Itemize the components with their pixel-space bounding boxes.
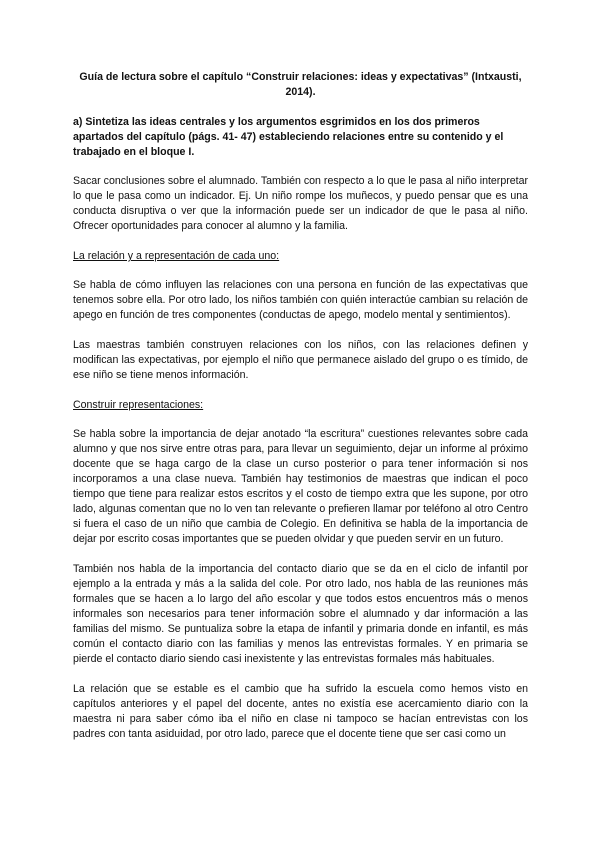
paragraph: Las maestras también construyen relaciones con los niños, con las relaciones definen y modifican las expectativas, por ejemplo el niño que permanece aislado del grupo o es tímido, de ese niño se tiene menos información. bbox=[73, 339, 528, 381]
paragraph: La relación que se estable es el cambio que ha sufrido la escuela como hemos visto en capítulos anteriores y el papel del docente, antes no existía ese acercamiento diario con la maestra ni para saber cómo iba el niño en clase ni tampoco se hacían entrevistas con los padres con tanta asiduidad, por otro lado, parece que el docente tiene que ser casi como un bbox=[73, 683, 528, 740]
intro-paragraph: Sacar conclusiones sobre el alumnado. También con respecto a lo que le pasa al niño interpretar lo que le pasa como un indicador. Ej. Un niño rompe los muñecos, y puedo pensar que es una conducta disruptiva o ver que la información puede ser un indicador de que le pasa al niño. Ofrecer oportunidades para conocer al alumno y la familia. bbox=[73, 175, 528, 232]
paragraph: Se habla de cómo influyen las relaciones con una persona en función de las expectativas que tenemos sobre ella. Por otro lado, los niños también con quién interactúe cambian su relación de apego en función de tres componentes (conductas de apego, modelo mental y sentimientos). bbox=[73, 279, 528, 321]
paragraph: Se habla sobre la importancia de dejar anotado “la escritura” cuestiones relevantes sobre cada alumno y que nos sirve entre otras para, para llevar un seguimiento, dejar un informe al próximo docente que se haga cargo de la clase un curso posterior o para tener información si nos incorporamos a una clase nueva. También hay testimonios de maestras que indican el poco tiempo que tiene para realizar estos escritos y el costo de tiempo extra que les supone, por otro lado, algunas comentan que no lo ven tan relevante o prefieren llamar por teléfono al otro Centro si fuera el caso de un niño que cambia de Colegio. En definitiva se habla de la importancia de dejar por escrito cosas importantes que se pueden olvidar y que pueden servir en un futuro. bbox=[73, 428, 528, 545]
section-heading-relacion: La relación y a representación de cada uno: bbox=[73, 250, 280, 262]
section-heading-representaciones: Construir representaciones: bbox=[73, 399, 204, 411]
question-prompt: a) Sintetiza las ideas centrales y los argumentos esgrimidos en los dos primeros apartados del capítulo (págs. 41- 47) estableciendo relaciones entre su contenido y el trabajado en el bloque I. bbox=[73, 116, 504, 158]
document-title: Guía de lectura sobre el capítulo “Construir relaciones: ideas y expectativas” (Intxausti, 2014). bbox=[79, 71, 522, 98]
paragraph: También nos habla de la importancia del contacto diario que se da en el ciclo de infantil por ejemplo a la entrada y más a la salida del cole. Por otro lado, nos habla de las reuniones más formales que se hacen a lo largo del año escolar y que todos estos encuentros más o menos informales son necesarios para tener información sobre el alumnado y dar información a las familias del mismo. Se puntualiza sobre la etapa de infantil y primaria donde en infantil, es más común el contacto diario con las familias y menos las entrevistas formales. Y en primaria se pierde el contacto diario siendo casi inexistente y las entrevistas formales más habituales. bbox=[73, 563, 528, 665]
